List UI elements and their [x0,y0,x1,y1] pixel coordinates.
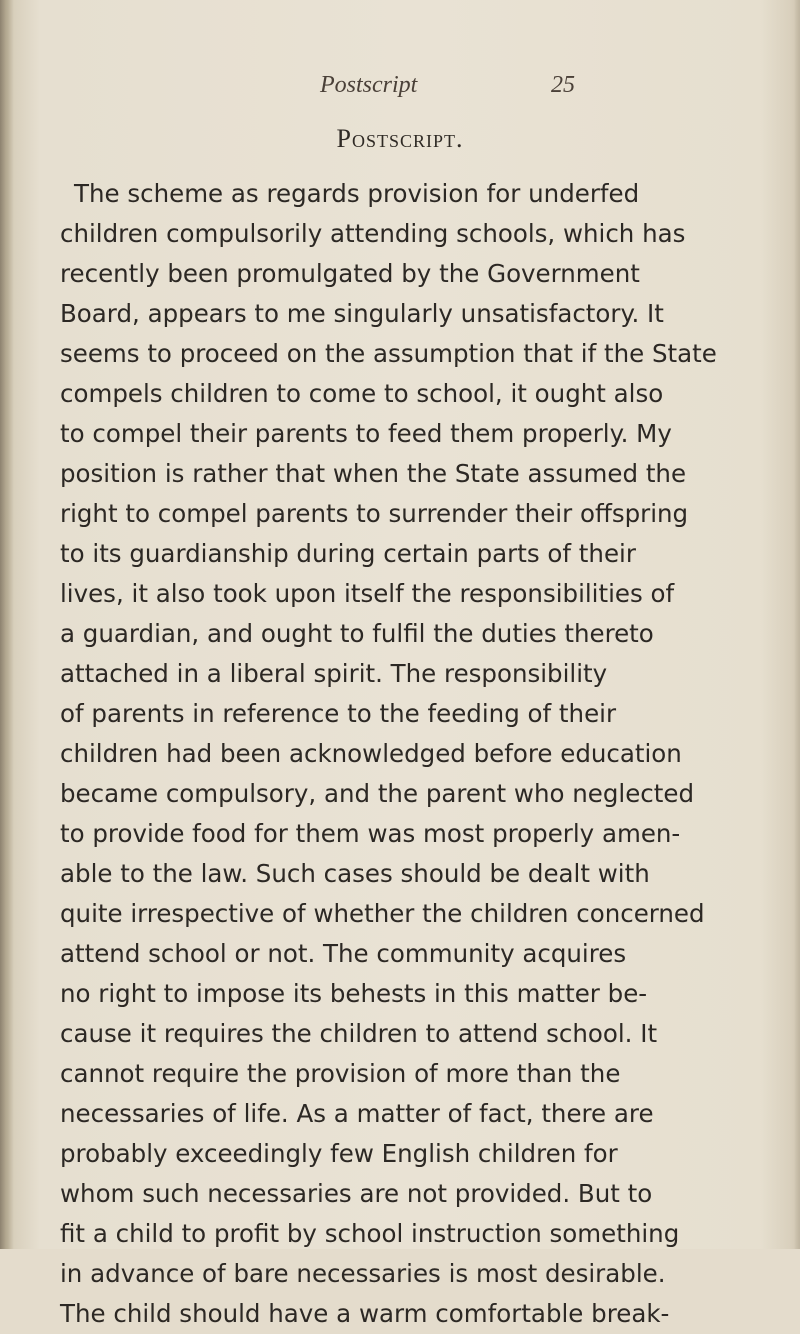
page-edge [794,0,800,1249]
text-line: The child should have a warm comfortable break- [60,1299,670,1328]
text-line: to provide food for them was most properly amen- [60,819,681,848]
text-line: to its guardianship during certain parts of their [60,539,636,568]
text-line: able to the law. Such cases should be dealt with [60,859,650,888]
text-line: a guardian, and ought to fulfil the duties thereto [60,619,654,648]
section-heading: Postscript. [336,124,464,153]
text-line: right to compel parents to surrender their offspring [60,499,689,528]
text-line: of parents in reference to the feeding of their [60,699,617,728]
text-line: cannot require the provision of more than the [60,1059,621,1088]
text-line: recently been promulgated by the Government [60,259,640,288]
text-line: to compel their parents to feed them properly. My [60,419,672,448]
text-line: compels children to come to school, it ought also [60,379,664,408]
text-line: The scheme as regards provision for underfed [74,179,640,208]
text-line: necessaries of life. As a matter of fact, there are [60,1099,654,1128]
text-line: children had been acknowledged before education [60,739,682,768]
text-line: position is rather that when the State assumed the [60,459,687,488]
text-line: seems to proceed on the assumption that if the State [60,339,717,368]
text-line: no right to impose its behests in this matter be- [60,979,648,1008]
text-line: lives, it also took upon itself the responsibilities of [60,579,675,608]
running-head [0,72,800,112]
text-line: attached in a liberal spirit. The responsibility [60,659,608,688]
text-line: fit a child to profit by school instruction something [60,1219,680,1248]
text-line: cause it requires the children to attend school. It [60,1019,658,1048]
text-line: probably exceedingly few English children for [60,1139,618,1168]
page-number: 25 [551,72,575,98]
text-line: whom such necessaries are not provided. But to [60,1179,653,1208]
text-line: in advance of bare necessaries is most desirable. [60,1259,666,1288]
text-line: Board, appears to me singularly unsatisfactory. It [60,299,664,328]
text-line: attend school or not. The community acquires [60,939,627,968]
text-line: quite irrespective of whether the children concerned [60,899,705,928]
running-title: Postscript [320,72,418,98]
text-line: became compulsory, and the parent who neglected [60,779,694,808]
spine-shadow [0,0,14,1249]
text-line: children compulsorily attending schools, which has [60,219,686,248]
